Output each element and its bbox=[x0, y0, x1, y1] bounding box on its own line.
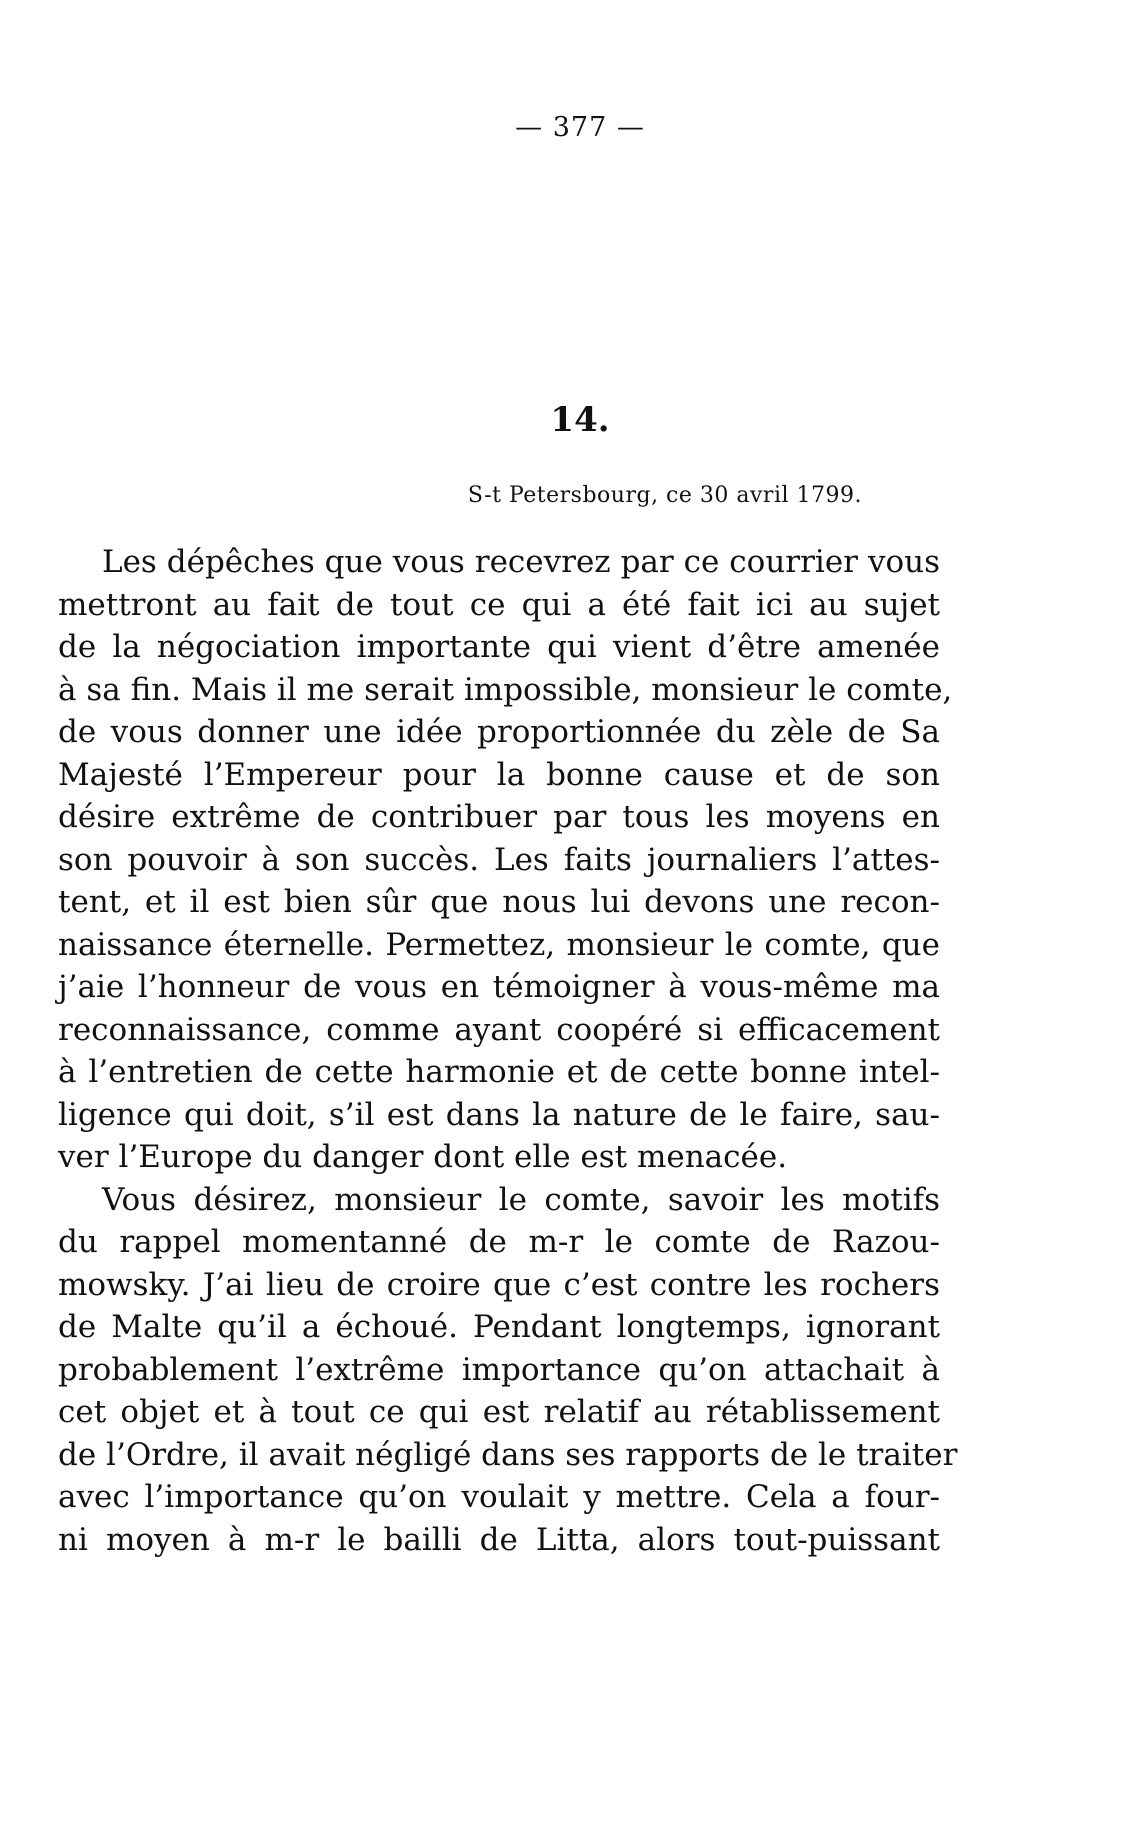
text-line: de la négociation importante qui vient d’être amenée bbox=[58, 629, 940, 665]
text-line: cet objet et à tout ce qui est relatif au rétablissement bbox=[58, 1394, 940, 1430]
text-line: reconnaissance, comme ayant coopéré si efficacement bbox=[58, 1011, 940, 1048]
text-line: probablement l’extrême importance qu’on attachait à bbox=[58, 1351, 940, 1388]
letter-dateline: S-t Petersbourg, ce 30 avril 1799. bbox=[467, 483, 862, 508]
text-line: avec l’importance qu’on voulait y mettre. Cela a four- bbox=[58, 1479, 940, 1515]
text-line: naissance éternelle. Permettez, monsieur le comte, que bbox=[58, 926, 940, 963]
text-line: à l’entretien de cette harmonie et de cette bonne intel- bbox=[58, 1054, 940, 1090]
text-line: de l’Ordre, il avait négligé dans ses rapports de le traiter bbox=[58, 1436, 958, 1473]
text-line: mettront au fait de tout ce qui a été fait ici au sujet bbox=[58, 586, 940, 623]
text-line: de vous donner une idée proportionnée du zèle de Sa bbox=[58, 714, 940, 750]
text-line: ver l’Europe du danger dont elle est menacée. bbox=[58, 1139, 788, 1175]
text-line: à sa fin. Mais il me serait impossible, monsieur le comte, bbox=[58, 671, 953, 708]
text-line: Les dépêches que vous recevrez par ce courrier vous bbox=[102, 544, 940, 580]
text-line: tent, et il est bien sûr que nous lui devons une recon- bbox=[58, 884, 940, 920]
text-line: ni moyen à m-r le bailli de Litta, alors tout-puissant bbox=[58, 1521, 940, 1558]
text-line: j’aie l’honneur de vous en témoigner à vous-même ma bbox=[58, 969, 940, 1005]
letter-body bbox=[58, 541, 958, 1561]
text-line: de Malte qu’il a échoué. Pendant longtemps, ignorant bbox=[58, 1309, 940, 1345]
text-line: désire extrême de contribuer par tous les moyens en bbox=[58, 799, 940, 835]
text-line: du rappel momentanné de m-r le comte de Razou- bbox=[58, 1224, 940, 1260]
page-number: — 377 — bbox=[515, 112, 645, 143]
text-line: Vous désirez, monsieur le comte, savoir les motifs bbox=[102, 1181, 940, 1218]
text-line: mowsky. J’ai lieu de croire que c’est contre les rochers bbox=[58, 1266, 940, 1303]
text-line: Majesté l’Empereur pour la bonne cause et de son bbox=[58, 756, 940, 793]
letter-number: 14. bbox=[550, 400, 610, 440]
text-line: ligence qui doit, s’il est dans la nature de le faire, sau- bbox=[58, 1096, 940, 1133]
text-line: son pouvoir à son succès. Les faits journaliers l’attes- bbox=[58, 841, 940, 878]
